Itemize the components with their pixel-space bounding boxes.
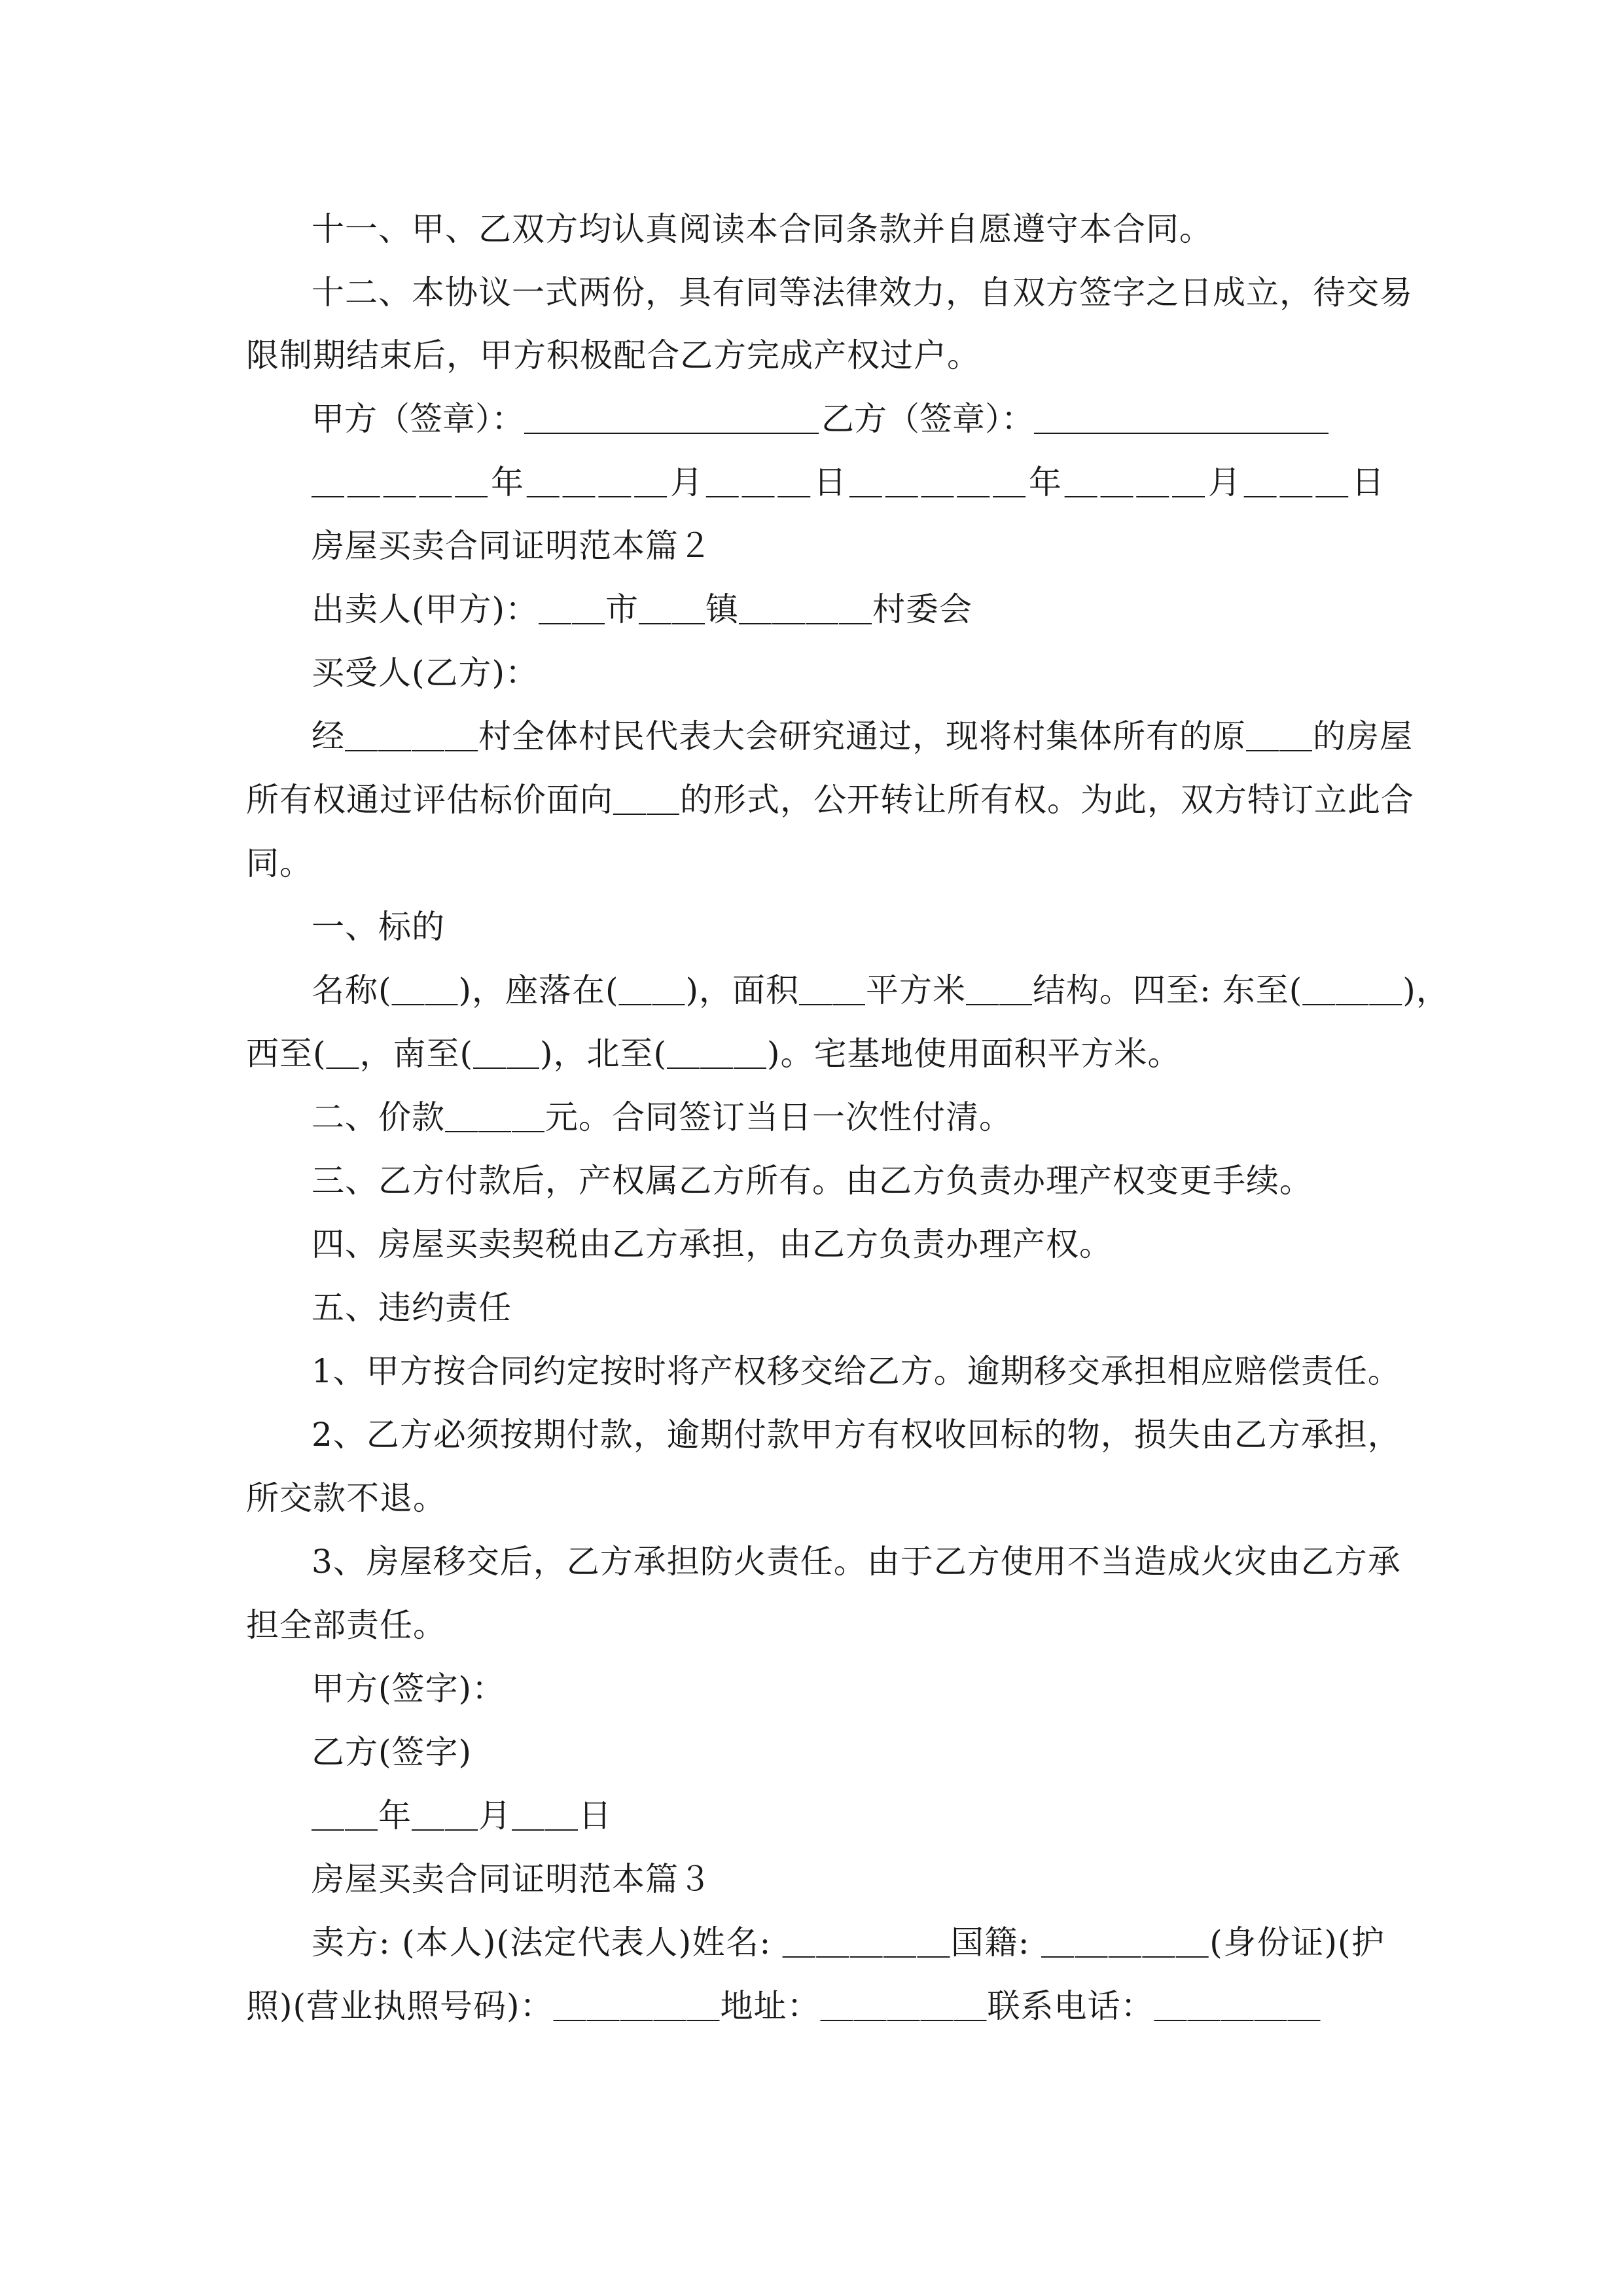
preamble-line-2: 所有权通过评估标价面向＿＿的形式，公开转让所有权。为此，双方特订立此合 — [246, 781, 1414, 819]
buyer-field: 买受人(乙方)： — [312, 654, 539, 692]
clause-1-line-1: 名称(＿＿)，座落在(＿＿)，面积＿＿平方米＿＿结构。四至: 东至(＿＿＿)， — [312, 971, 1450, 1009]
date-fields: ＿＿＿＿＿年＿＿＿＿月＿＿＿日＿＿＿＿＿年＿＿＿＿月＿＿＿日 — [312, 463, 1385, 501]
preamble-line-1: 经＿＿＿＿村全体村民代表大会研究通过，现将村集体所有的原＿＿的房屋 — [312, 717, 1413, 755]
clause-2: 二、价款＿＿＿元。合同签订当日一次性付清。 — [312, 1098, 1012, 1136]
clause-11: 十一、甲、乙双方均认真阅读本合同条款并自愿遵守本合同。 — [312, 210, 1213, 248]
clause-4: 四、房屋买卖契税由乙方承担，由乙方负责办理产权。 — [312, 1225, 1113, 1263]
party-a-signature: 甲方(签字)： — [312, 1670, 506, 1708]
clause-5-heading: 五、违约责任 — [312, 1289, 512, 1327]
party-b-signature: 乙方(签字) — [312, 1733, 473, 1771]
party-a-seal-field: 甲方（签章）：＿＿＿＿＿＿＿＿＿ — [312, 400, 819, 438]
seller-info-line-1: 卖方: (本人)(法定代表人)姓名: ＿＿＿＿＿国籍: ＿＿＿＿＿(身份证)(护 — [312, 1924, 1385, 1962]
section-title-3: 房屋买卖合同证明范本篇３ — [312, 1860, 712, 1898]
clause-1-heading: 一、标的 — [312, 908, 445, 946]
clause-3: 三、乙方付款后，产权属乙方所有。由乙方负责办理产权变更手续。 — [312, 1162, 1313, 1200]
clause-12-line-1: 十二、本协议一式两份，具有同等法律效力，自双方签字之日成立，待交易 — [312, 274, 1413, 312]
clause-5-item-3-line-2: 担全部责任。 — [246, 1606, 446, 1644]
clause-5-item-3-line-1: 3、房屋移交后，乙方承担防火责任。由于乙方使用不当造成火灾由乙方承 — [312, 1543, 1401, 1581]
seller-field: 出卖人(甲方)：＿＿市＿＿镇＿＿＿＿村委会 — [312, 590, 973, 628]
clause-12-line-2: 限制期结束后，甲方积极配合乙方完成产权过户。 — [246, 336, 980, 374]
clause-1-line-2: 西至(＿，南至(＿＿)，北至(＿＿＿)。宅基地使用面积平方米。 — [246, 1035, 1181, 1073]
clause-5-item-2-line-2: 所交款不退。 — [246, 1479, 446, 1517]
section-title-2: 房屋买卖合同证明范本篇２ — [312, 527, 712, 565]
party-b-seal-field: 乙方（签章）：＿＿＿＿＿＿＿＿＿ — [821, 400, 1329, 438]
clause-5-item-1: 1、甲方按合同约定按时将产权移交给乙方。逾期移交承担相应赔偿责任。 — [312, 1352, 1401, 1390]
clause-5-item-2-line-1: 2、乙方必须按期付款，逾期付款甲方有权收回标的物，损失由乙方承担， — [312, 1416, 1401, 1454]
seller-info-line-2: 照)(营业执照号码)：＿＿＿＿＿地址：＿＿＿＿＿联系电话：＿＿＿＿＿ — [246, 1987, 1321, 2025]
signing-date: ＿＿年＿＿月＿＿日 — [312, 1797, 612, 1835]
preamble-line-3: 同。 — [246, 844, 313, 882]
